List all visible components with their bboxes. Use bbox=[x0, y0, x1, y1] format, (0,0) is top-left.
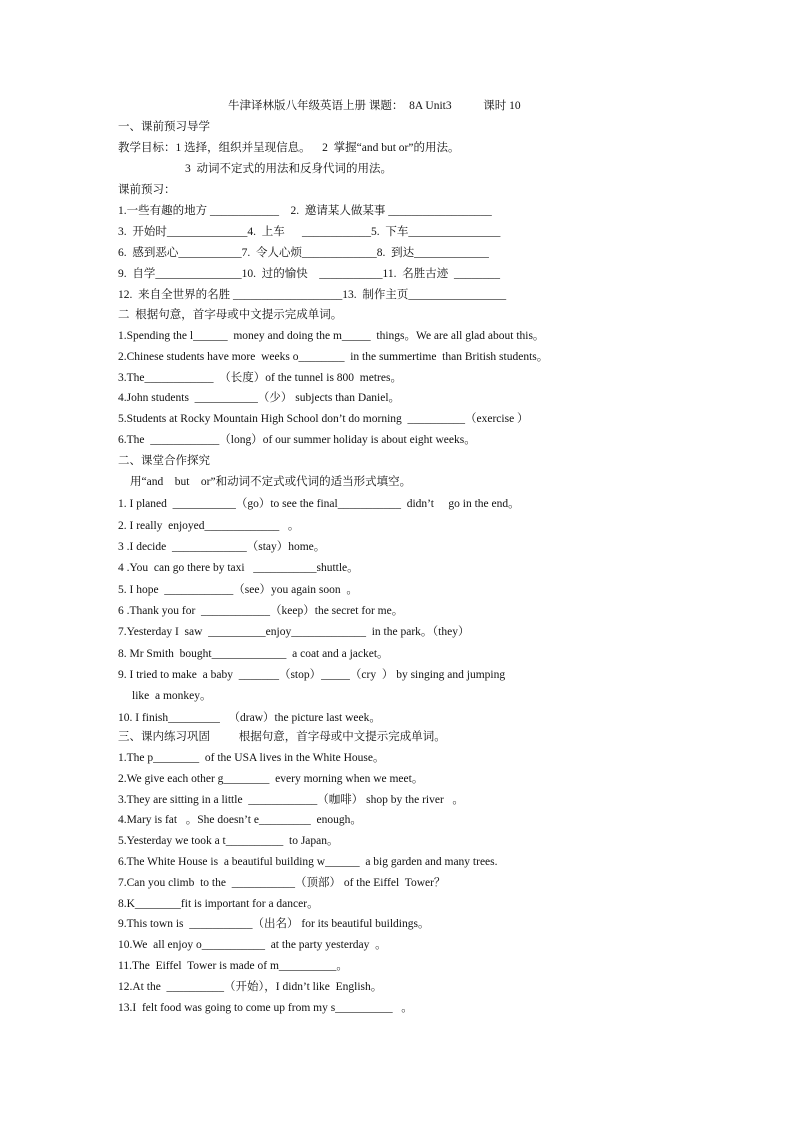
exercise-item: 1. I planed ___________（go）to see the final___________ didn’t go in the end。 bbox=[118, 498, 520, 510]
section-1-heading: 一、课前预习导学 bbox=[118, 121, 210, 133]
exercise-item: 5.Students at Rocky Mountain High School don’t do morning __________（exercise ） bbox=[118, 413, 529, 425]
exercise-item: 6.The ____________（long）of our summer holiday is about eight weeks。 bbox=[118, 434, 476, 446]
section-3-instruction: 用“and but or”和动词不定式或代词的适当形式填空。 bbox=[130, 476, 412, 488]
exercise-item: 13.I felt food was going to come up from my s__________ 。 bbox=[118, 1002, 413, 1014]
exercise-item: 6.The White House is a beautiful building w______ a big garden and many trees. bbox=[118, 856, 498, 868]
exercise-item: 6 .Thank you for ____________（keep）the secret for me。 bbox=[118, 605, 404, 617]
exercise-item: 8. Mr Smith bought_____________ a coat and a jacket。 bbox=[118, 648, 389, 660]
exercise-item: 2.Chinese students have more weeks o________ in the summertime than British students。 bbox=[118, 351, 549, 363]
exercise-item: 3.The____________ （长度）of the tunnel is 800 metres。 bbox=[118, 372, 402, 384]
exercise-item: 2.We give each other g________ every morning when we meet。 bbox=[118, 773, 424, 785]
exercise-item: 4.John students ___________（少） subjects than Daniel。 bbox=[118, 392, 401, 404]
preview-item: 12. 来自全世界的名胜 ___________________13. 制作主页_________________ bbox=[118, 289, 507, 301]
teaching-goal-line-2: 3 动词不定式的用法和反身代词的用法。 bbox=[185, 163, 392, 175]
exercise-item: 3.They are sitting in a little ____________（咖啡） shop by the river 。 bbox=[118, 794, 464, 806]
exercise-item: 11.The Eiffel Tower is made of m__________。 bbox=[118, 960, 348, 972]
exercise-item: 1.Spending the l______ money and doing the m_____ things。We are all glad about this。 bbox=[118, 330, 545, 342]
worksheet-title: 牛津译林版八年级英语上册 课题： 8A Unit3 课时 10 bbox=[228, 100, 521, 112]
exercise-item: 1.The p________ of the USA lives in the White House。 bbox=[118, 752, 385, 764]
preview-item: 6. 感到恶心___________7. 令人心烦_____________8. 到达_____________ bbox=[118, 247, 489, 259]
exercise-item: 12.At the __________（开始），I didn’t like English。 bbox=[118, 981, 383, 993]
preview-item: 9. 自学_______________10. 过的愉快 ___________11. 名胜古迹 ________ bbox=[118, 268, 500, 280]
exercise-item: 3 .I decide _____________（stay）home。 bbox=[118, 541, 326, 553]
preview-item: 3. 开始时______________4. 上车 ____________5. 下车________________ bbox=[118, 226, 501, 238]
exercise-item: 5.Yesterday we took a t__________ to Japan。 bbox=[118, 835, 339, 847]
exercise-item: 5. I hope ____________（see）you again soon 。 bbox=[118, 584, 358, 596]
section-2-heading: 二 根据句意，首字母或中文提示完成单词。 bbox=[118, 309, 343, 321]
exercise-item: 9. I tried to make a baby _______（stop）_____（cry ） by singing and jumping bbox=[118, 669, 506, 681]
section-4-heading: 三、课内练习巩固 根据句意，首字母或中文提示完成单词。 bbox=[118, 731, 446, 743]
exercise-item: 7.Yesterday I saw __________enjoy_____________ in the park。（they） bbox=[118, 626, 470, 638]
exercise-item: 9.This town is ___________（出名） for its beautiful buildings。 bbox=[118, 918, 430, 930]
preview-heading: 课前预习： bbox=[118, 184, 176, 196]
exercise-item: 4 .You can go there by taxi ___________shuttle。 bbox=[118, 562, 359, 574]
exercise-item: 7.Can you climb to the ___________（顶部） of the Eiffel Tower？ bbox=[118, 877, 446, 889]
exercise-item: 10. I finish_________ （draw）the picture last week。 bbox=[118, 712, 381, 724]
exercise-item: 8.K________fit is important for a dancer。 bbox=[118, 898, 319, 910]
teaching-goal-line-1: 教学目标：1 选择，组织并呈现信息。 2 掌握“and but or”的用法。 bbox=[118, 142, 460, 154]
exercise-item: 2. I really enjoyed_____________ 。 bbox=[118, 520, 300, 532]
exercise-item: 4.Mary is fat 。She doesn’t e_________ enough。 bbox=[118, 814, 362, 826]
exercise-item-continuation: like a monkey。 bbox=[132, 690, 212, 702]
preview-item: 1.一些有趣的地方 ____________ 2. 邀请某人做某事 __________________ bbox=[118, 205, 492, 217]
section-3-heading: 二、课堂合作探究 bbox=[118, 455, 210, 467]
exercise-item: 10.We all enjoy o___________ at the party yesterday 。 bbox=[118, 939, 387, 951]
